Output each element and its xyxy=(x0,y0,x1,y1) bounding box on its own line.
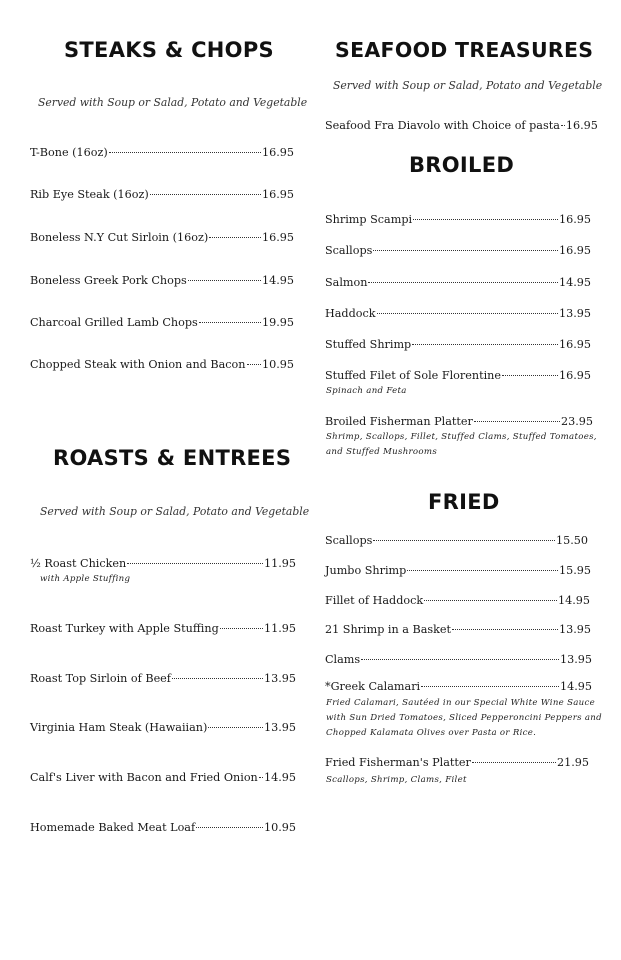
item-price: 16.95 xyxy=(558,213,591,226)
menu-item-calfs-liver xyxy=(30,771,296,784)
dot-leader xyxy=(413,219,558,220)
menu-item-fried-scallops xyxy=(325,534,588,547)
item-description xyxy=(326,773,467,788)
item-name: ½ Roast Chicken xyxy=(30,557,127,570)
item-price: 21.95 xyxy=(556,756,589,769)
item-name: Stuffed Shrimp xyxy=(325,338,412,351)
roasts-entrees-subtitle: Served with Soup or Salad, Potato and Vegetable xyxy=(40,505,310,518)
dot-leader xyxy=(109,152,261,153)
dot-leader xyxy=(377,313,558,314)
menu-item-broiled-scallops xyxy=(325,244,591,257)
dot-leader xyxy=(188,280,261,281)
item-name: Stuffed Filet of Sole Florentine xyxy=(325,369,501,382)
item-price: 14.95 xyxy=(261,274,294,287)
dot-leader xyxy=(502,375,558,376)
dot-leader xyxy=(368,282,558,283)
description-line: with Sun Dried Tomatoes, Sliced Pepperoncini Peppers and xyxy=(326,713,602,723)
menu-item-chopped-steak xyxy=(30,358,294,371)
seafood-treasures-heading: SEAFOOD TREASURES xyxy=(335,38,594,62)
dot-leader xyxy=(561,125,565,126)
menu-item-lamb-chops xyxy=(30,316,294,329)
item-price: 13.95 xyxy=(263,672,296,685)
item-name: Scallops xyxy=(325,244,373,257)
item-price: 11.95 xyxy=(263,622,296,635)
menu-item-roast-turkey xyxy=(30,622,296,635)
dot-leader xyxy=(208,727,263,728)
dot-leader xyxy=(172,678,263,679)
item-name: Homemade Baked Meat Loaf xyxy=(30,821,196,834)
item-price: 13.95 xyxy=(558,307,591,320)
dot-leader xyxy=(373,540,555,541)
item-price: 16.95 xyxy=(261,146,294,159)
menu-item-sole-florentine xyxy=(325,369,591,382)
menu-item-fra-diavolo xyxy=(325,119,598,132)
menu-item-fillet-of-haddock xyxy=(325,594,590,607)
item-name: Fillet of Haddock xyxy=(325,594,424,607)
dot-leader xyxy=(421,686,559,687)
item-price: 19.95 xyxy=(261,316,294,329)
menu-item-salmon xyxy=(325,276,591,289)
dot-leader xyxy=(472,762,556,763)
item-name: Charcoal Grilled Lamb Chops xyxy=(30,316,198,329)
item-price: 14.95 xyxy=(263,771,296,784)
item-price: 11.95 xyxy=(263,557,296,570)
dot-leader xyxy=(361,659,559,660)
item-name: Clams xyxy=(325,653,361,666)
menu-item-haddock xyxy=(325,307,591,320)
menu-item-shrimp-scampi xyxy=(325,213,591,226)
description-line: and Stuffed Mushrooms xyxy=(326,447,438,457)
item-price: 13.95 xyxy=(558,623,591,636)
item-name: Boneless Greek Pork Chops xyxy=(30,274,187,287)
item-name: Scallops xyxy=(325,534,373,547)
menu-item-pork-chops xyxy=(30,274,294,287)
dot-leader xyxy=(199,322,261,323)
item-name: Roast Top Sirloin of Beef xyxy=(30,672,171,685)
steaks-chops-subtitle: Served with Soup or Salad, Potato and Vegetable xyxy=(38,96,308,109)
dot-leader xyxy=(412,344,558,345)
fried-heading: FRIED xyxy=(428,490,500,514)
dot-leader xyxy=(220,628,263,629)
item-name: Jumbo Shrimp xyxy=(325,564,407,577)
menu-item-greek-calamari xyxy=(325,680,592,693)
item-price: 10.95 xyxy=(261,358,294,371)
menu-item-broiled-fisherman-platter xyxy=(325,415,593,428)
menu-item-t-bone xyxy=(30,146,294,159)
dot-leader xyxy=(452,629,558,630)
item-price: 13.95 xyxy=(559,653,592,666)
item-name: Haddock xyxy=(325,307,376,320)
item-price: 14.95 xyxy=(558,276,591,289)
dot-leader xyxy=(259,777,263,778)
seafood-treasures-subtitle: Served with Soup or Salad, Potato and Vegetable xyxy=(333,79,603,92)
menu-item-top-sirloin xyxy=(30,672,296,685)
dot-leader xyxy=(373,250,558,251)
item-price: 16.95 xyxy=(261,231,294,244)
description-line: Shrimp, Scallops, Fillet, Stuffed Clams, Stuffed Tomatoes, xyxy=(326,432,597,442)
item-name: Seafood Fra Diavolo with Choice of pasta xyxy=(325,119,560,132)
description-line: Chopped Kalamata Olives over Pasta or Rice. xyxy=(326,728,537,738)
item-name: *Greek Calamari xyxy=(325,680,421,693)
item-description xyxy=(326,384,407,399)
item-price: 14.95 xyxy=(559,680,592,693)
dot-leader xyxy=(474,421,560,422)
item-price: 13.95 xyxy=(263,721,296,734)
item-name: T-Bone (16oz) xyxy=(30,146,108,159)
broiled-heading: BROILED xyxy=(409,153,515,177)
description-line: Scallops, Shrimp, Clams, Filet xyxy=(326,775,467,785)
item-name: Roast Turkey with Apple Stuffing xyxy=(30,622,219,635)
menu-item-roast-chicken xyxy=(30,557,296,570)
item-name: Rib Eye Steak (16oz) xyxy=(30,188,149,201)
menu-item-clams xyxy=(325,653,592,666)
dot-leader xyxy=(127,563,263,564)
item-price: 15.95 xyxy=(558,564,591,577)
description-line: Spinach and Feta xyxy=(326,386,407,396)
item-name: Calf's Liver with Bacon and Fried Onion xyxy=(30,771,258,784)
item-price: 15.50 xyxy=(555,534,588,547)
menu-item-meat-loaf xyxy=(30,821,296,834)
description-line: Fried Calamari, Sautéed in our Special White Wine Sauce xyxy=(326,698,596,708)
dot-leader xyxy=(150,194,261,195)
item-name: Salmon xyxy=(325,276,368,289)
menu-item-fried-fisherman-platter xyxy=(325,756,589,769)
dot-leader xyxy=(424,600,557,601)
item-name: Fried Fisherman's Platter xyxy=(325,756,471,769)
dot-leader xyxy=(196,827,263,828)
item-price: 16.95 xyxy=(558,338,591,351)
dot-leader xyxy=(209,237,261,238)
menu-item-rib-eye xyxy=(30,188,294,201)
item-name: Chopped Steak with Onion and Bacon xyxy=(30,358,246,371)
item-price: 16.95 xyxy=(558,369,591,382)
item-name: Virginia Ham Steak (Hawaiian) xyxy=(30,721,208,734)
dot-leader xyxy=(247,364,261,365)
roasts-entrees-heading: ROASTS & ENTREES xyxy=(53,446,292,470)
item-price: 14.95 xyxy=(557,594,590,607)
menu-item-jumbo-shrimp xyxy=(325,564,591,577)
item-description: with Apple Stuffing xyxy=(40,574,131,584)
item-price: 10.95 xyxy=(263,821,296,834)
menu-item-ny-sirloin xyxy=(30,231,294,244)
steaks-chops-heading: STEAKS & CHOPS xyxy=(64,38,274,62)
menu-item-shrimp-basket xyxy=(325,623,591,636)
item-name: 21 Shrimp in a Basket xyxy=(325,623,452,636)
item-name: Broiled Fisherman Platter xyxy=(325,415,473,428)
item-price: 23.95 xyxy=(560,415,593,428)
item-description xyxy=(326,696,602,741)
menu-item-stuffed-shrimp xyxy=(325,338,591,351)
item-name: Boneless N.Y Cut Sirloin (16oz) xyxy=(30,231,209,244)
menu-item-ham-steak xyxy=(30,721,296,734)
item-price: 16.95 xyxy=(261,188,294,201)
item-price: 16.95 xyxy=(558,244,591,257)
item-description xyxy=(326,430,597,460)
item-price: 16.95 xyxy=(565,119,598,132)
dot-leader xyxy=(407,570,558,571)
item-name: Shrimp Scampi xyxy=(325,213,413,226)
